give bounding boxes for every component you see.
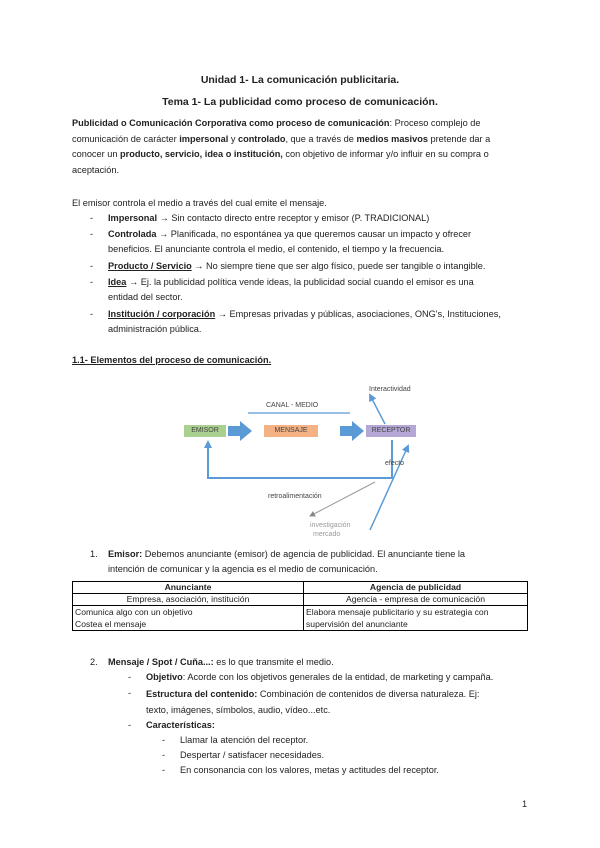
bullet-arrow: → — [215, 309, 230, 319]
bullet-term: Idea — [108, 277, 127, 287]
bullet-arrow: → — [157, 213, 172, 223]
item-emisor — [108, 547, 538, 577]
investigacion-to-receptor-arrow — [370, 446, 408, 530]
table-cell-line: Elabora mensaje publicitario y su estrategia con — [306, 607, 489, 617]
sub-dash: - — [128, 688, 132, 698]
definition-text: , que a través de — [285, 133, 357, 144]
table-header: Agencia de publicidad — [304, 582, 528, 594]
sub-term: Objetivo — [146, 672, 183, 682]
table-cell: Agencia - empresa de comunicación — [304, 594, 528, 606]
table-cell — [73, 606, 304, 631]
bullet-dash: - — [90, 229, 94, 239]
item-mensaje — [108, 655, 538, 670]
efecto-label: efecto — [385, 460, 405, 467]
definition-text: con objetivo de informar y/o influir en su compra o — [282, 149, 489, 159]
table-cell: Empresa, asociación, institución — [73, 594, 304, 606]
unit-title: Unidad 1- La comunicación publicitaria. — [200, 74, 400, 86]
bullet-arrow: → — [126, 277, 141, 287]
table-cell-line: supervisión del anunciante — [306, 619, 408, 629]
topic-title: Tema 1- La publicidad como proceso de comunicación. — [162, 96, 438, 108]
canal-label: CANAL - MEDIO — [266, 402, 319, 409]
intro-line: El emisor controla el medio a través del cual emite el mensaje. — [72, 198, 327, 208]
investigacion-label: investigación — [310, 522, 351, 529]
bullet-text: administración pública. — [108, 324, 202, 334]
bullet-text: No siempre tiene que ser algo físico, puede ser tangible o intangible. — [206, 261, 486, 271]
sub-dash: - — [128, 672, 132, 682]
arrow-emisor-mensaje — [228, 421, 252, 441]
receptor-box: RECEPTOR — [366, 425, 416, 437]
table-header: Anunciante — [73, 582, 304, 594]
mercado-label: mercado — [313, 531, 341, 538]
sub-objetivo — [146, 670, 546, 685]
caract-item: Llamar la atención del receptor. — [180, 735, 309, 745]
sub-dash: - — [128, 720, 132, 730]
bullet-dash: - — [90, 277, 94, 287]
bullet-text: entidad del sector. — [108, 292, 183, 302]
sub-term: Estructura del contenido: — [146, 689, 258, 699]
item-text: Debemos anunciante (emisor) de agencia de publicidad. El anunciante tiene la — [142, 549, 466, 559]
bullet-dash: - — [90, 213, 94, 223]
bullet-dash: - — [90, 309, 94, 319]
table-cell-line: Costea el mensaje — [75, 619, 147, 629]
sub-text: Combinación de contenidos de diversa naturaleza. Ej: — [257, 689, 480, 699]
sub-text: : Acorde con los objetivos generales de la entidad, de marketing y campaña. — [182, 672, 494, 682]
bullet-text: Sin contacto directo entre receptor y emisor (P. TRADICIONAL) — [171, 213, 430, 223]
bullet-term: Institución / corporación — [108, 309, 216, 319]
definition-term: Publicidad o Comunicación Corporativa como proceso de comunicación — [72, 118, 390, 128]
bullet-text: Ej. la publicidad política vende ideas, la publicidad social cuando el emisor es una — [140, 277, 474, 287]
caract-item: En consonancia con los valores, metas y actitudes del receptor. — [180, 765, 439, 775]
page-number: 1 — [522, 799, 528, 809]
item-term: Mensaje / Spot / Cuña...: — [108, 657, 214, 667]
sub-estructura — [146, 686, 546, 718]
feedback-loop — [208, 440, 392, 478]
caract-item: Despertar / satisfacer necesidades. — [180, 750, 325, 760]
bullet-text: Planificada, no espontánea ya que queremos causar un impacto y ofrecer — [170, 229, 472, 239]
definition-text: y — [228, 133, 238, 144]
caract-dash: - — [162, 765, 166, 775]
item-term: Emisor: — [108, 549, 143, 559]
bullet-term: Controlada — [108, 229, 157, 239]
interactividad-arrow — [370, 395, 385, 424]
definition-text: pretende dar a — [427, 133, 491, 144]
interactividad-label: Interactividad — [369, 386, 411, 393]
definition-text: comunicación de carácter — [72, 133, 180, 144]
definition-bold: producto, servicio, idea o institución, — [120, 149, 283, 159]
sub-term: Características: — [146, 720, 215, 730]
item-number: 2. — [90, 657, 98, 667]
definition-text: : Proceso complejo de — [389, 118, 481, 128]
caract-dash: - — [162, 735, 166, 745]
definition-bold: impersonal — [179, 133, 229, 144]
item-number: 1. — [90, 549, 98, 559]
definition-text: aceptación. — [72, 164, 119, 175]
item-text: intención de comunicar y la agencia es el medio de comunicación. — [108, 564, 378, 574]
bullet-dash: - — [90, 261, 94, 271]
item-text: es lo que transmite el medio. — [213, 657, 334, 667]
section-heading: 1.1- Elementos del proceso de comunicación. — [72, 355, 272, 365]
roles-table — [72, 581, 528, 631]
table-cell — [304, 606, 528, 631]
bullet-text: beneficios. El anunciante controla el medio, el contenido, el tiempo y la frecuencia. — [108, 244, 445, 254]
caract-dash: - — [162, 750, 166, 760]
emisor-box: EMISOR — [184, 425, 226, 437]
sub-text: texto, imágenes, símbolos, audio, vídeo...etc. — [146, 705, 331, 715]
bullet-arrow: → — [191, 261, 207, 271]
sub-caracteristicas — [146, 718, 215, 734]
definition-bold: medios masivos — [356, 133, 428, 144]
bullet-term: Impersonal — [108, 213, 158, 223]
definition-bold: controlado — [237, 133, 286, 144]
definition-text: conocer un — [72, 149, 121, 159]
retroalimentacion-label: retroalimentación — [268, 493, 322, 500]
bullet-term: Producto / Servicio — [108, 261, 192, 271]
arrow-mensaje-receptor — [340, 421, 364, 441]
table-cell-line: Comunica algo con un objetivo — [75, 607, 193, 617]
bullet-text: Empresas privadas y públicas, asociaciones, ONG's, Instituciones, — [229, 309, 501, 319]
mensaje-box: MENSAJE — [264, 425, 318, 437]
bullet-arrow: → — [156, 229, 171, 239]
